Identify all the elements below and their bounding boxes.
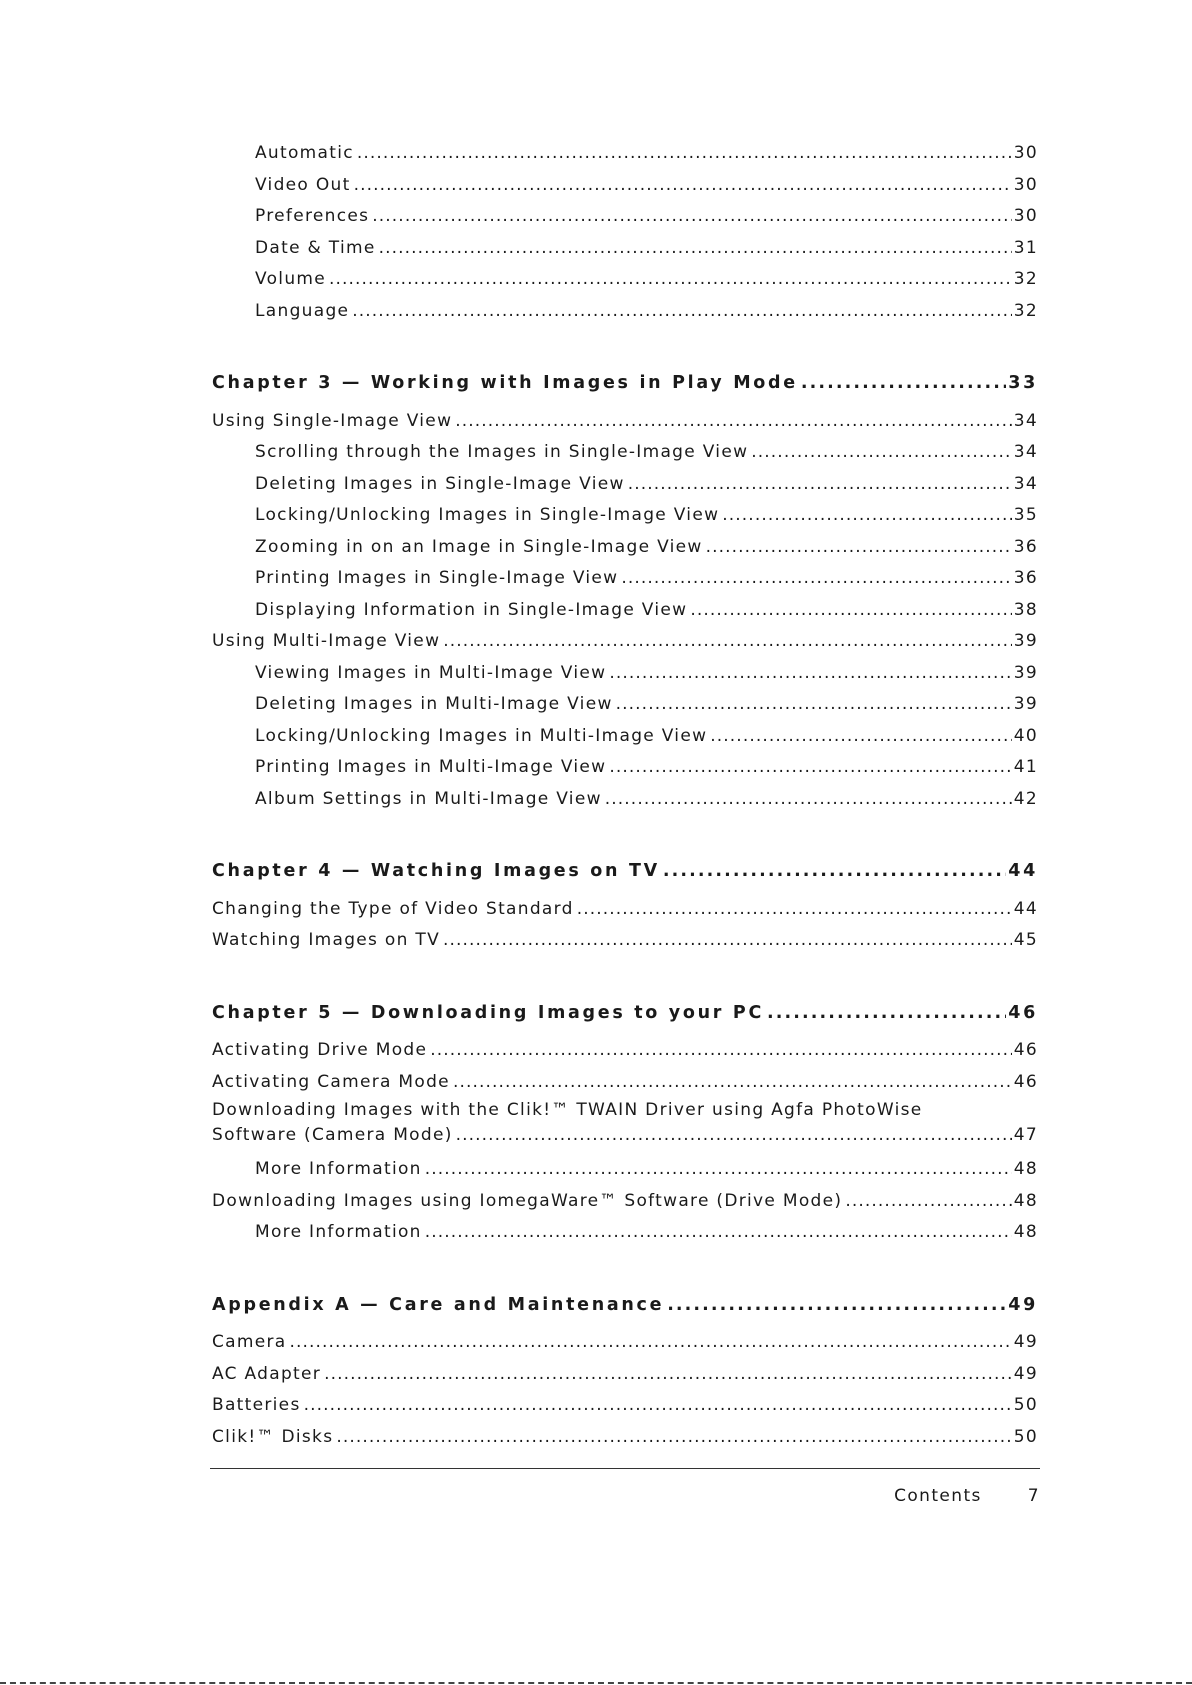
- toc-entry-title: Preferences: [255, 206, 370, 226]
- toc-leader-dots: [430, 1035, 1012, 1067]
- toc-entry-title: Chapter 3 — Working with Images in Play Mode: [212, 373, 798, 393]
- toc-entry-title: Video Out: [255, 174, 351, 195]
- toc-leader-dots: [443, 925, 1012, 957]
- toc-page-number: 38: [1013, 599, 1038, 620]
- toc-leader-dots: [663, 856, 1006, 888]
- toc-entry-title: Software (Camera Mode): [212, 1125, 453, 1145]
- toc-leader-dots: [455, 406, 1011, 438]
- toc-page-number: 30: [1013, 206, 1038, 226]
- toc-entry-title: Locking/Unlocking Images in Single-Image View: [255, 505, 720, 525]
- toc-page-number: 46: [1013, 1040, 1038, 1060]
- toc-entry: [212, 296, 1038, 328]
- footer-page-number: 7: [1027, 1486, 1040, 1506]
- toc-entry-title: Chapter 5 — Downloading Images to your PC: [212, 1002, 764, 1023]
- toc-entry: [212, 233, 1038, 265]
- toc-page-number: 36: [1013, 536, 1038, 557]
- toc-entry: [212, 1123, 1038, 1147]
- toc-page-number: 35: [1013, 505, 1038, 525]
- toc-leader-dots: [616, 689, 1012, 721]
- toc-leader-dots: [605, 784, 1012, 816]
- toc-entry: [212, 1217, 1038, 1249]
- toc-entry: [212, 721, 1038, 753]
- toc-entry: [212, 689, 1038, 721]
- toc-leader-dots: [801, 368, 1006, 400]
- toc-leader-dots: [609, 752, 1011, 784]
- toc-leader-dots: [425, 1217, 1012, 1249]
- toc-entry-title: Watching Images on TV: [212, 930, 441, 950]
- toc-leader-dots: [456, 1123, 1012, 1147]
- toc-leader-dots: [690, 595, 1011, 627]
- toc-entry: [212, 406, 1038, 438]
- toc-entry-title: Date & Time: [255, 237, 376, 258]
- toc-page-number: 36: [1013, 568, 1038, 588]
- toc-leader-dots: [357, 138, 1012, 170]
- toc-entry-title: AC Adapter: [212, 1363, 322, 1384]
- toc-page-number: 41: [1013, 757, 1038, 777]
- toc-leader-dots: [324, 1359, 1012, 1391]
- toc-entry-title: Displaying Information in Single-Image View: [255, 599, 688, 620]
- toc-entry-title: Deleting Images in Single-Image View: [255, 473, 625, 494]
- toc-chapter-heading: [212, 1290, 1038, 1322]
- toc-entry-title: Printing Images in Multi-Image View: [255, 757, 607, 777]
- toc-page-number: 30: [1013, 174, 1038, 195]
- toc-page-number: 44: [1008, 861, 1038, 881]
- toc-entry: [212, 1390, 1038, 1422]
- toc-entry: [212, 469, 1038, 501]
- toc-leader-dots: [621, 563, 1011, 595]
- toc-entry-title: Changing the Type of Video Standard: [212, 898, 574, 919]
- table-of-contents: [212, 138, 1038, 1453]
- toc-entry: [212, 500, 1038, 532]
- toc-entry-title: Activating Drive Mode: [212, 1040, 428, 1060]
- toc-entry-title: Zooming in on an Image in Single-Image View: [255, 536, 703, 557]
- toc-page-number: 44: [1013, 898, 1038, 919]
- toc-leader-dots: [706, 532, 1012, 564]
- toc-entry-title: Printing Images in Single-Image View: [255, 568, 619, 588]
- toc-entry-title: Chapter 4 — Watching Images on TV: [212, 861, 660, 881]
- toc-entry: [212, 784, 1038, 816]
- toc-entry: [212, 1035, 1038, 1067]
- toc-entry: [212, 170, 1038, 202]
- toc-page-number: 30: [1013, 143, 1038, 163]
- toc-page-number: 46: [1013, 1071, 1038, 1092]
- toc-page-number: 46: [1008, 1002, 1038, 1023]
- toc-leader-dots: [336, 1422, 1011, 1454]
- toc-entry: [212, 1422, 1038, 1454]
- toc-entry: [212, 1359, 1038, 1391]
- toc-page-number: 48: [1013, 1190, 1038, 1211]
- toc-leader-dots: [329, 264, 1012, 296]
- toc-page-number: 50: [1013, 1426, 1038, 1447]
- toc-entry: [212, 894, 1038, 926]
- toc-entry: [212, 752, 1038, 784]
- toc-entry-title: Album Settings in Multi-Image View: [255, 788, 602, 809]
- toc-entry-title: Deleting Images in Multi-Image View: [255, 694, 613, 714]
- toc-leader-dots: [722, 500, 1011, 532]
- toc-page-number: 33: [1008, 373, 1038, 393]
- toc-page-number: 32: [1013, 300, 1038, 321]
- toc-entry: [212, 138, 1038, 170]
- toc-leader-dots: [710, 721, 1011, 753]
- toc-entry-title: Viewing Images in Multi-Image View: [255, 662, 607, 683]
- toc-leader-dots: [767, 998, 1006, 1030]
- toc-page-number: 39: [1013, 694, 1038, 714]
- toc-leader-dots: [379, 233, 1012, 265]
- toc-leader-dots: [290, 1327, 1012, 1359]
- toc-entry-title: More Information: [255, 1159, 422, 1179]
- toc-leader-dots: [354, 170, 1012, 202]
- toc-entry: [212, 201, 1038, 233]
- toc-leader-dots: [443, 626, 1011, 658]
- toc-entry-title: Batteries: [212, 1395, 301, 1415]
- toc-leader-dots: [352, 296, 1011, 328]
- toc-chapter-heading: [212, 368, 1038, 400]
- footer-label: Contents: [894, 1486, 982, 1506]
- toc-page-number: 49: [1013, 1363, 1038, 1384]
- toc-entry: [212, 1067, 1038, 1099]
- toc-entry: [212, 437, 1038, 469]
- toc-page-number: 34: [1013, 442, 1038, 462]
- toc-entry-title: Activating Camera Mode: [212, 1071, 450, 1092]
- toc-page-number: 34: [1013, 410, 1038, 431]
- toc-leader-dots: [304, 1390, 1012, 1422]
- page-footer: [894, 1486, 1040, 1506]
- toc-entry: [212, 563, 1038, 595]
- toc-entry: [212, 532, 1038, 564]
- toc-entry-wrapped: [212, 1098, 1038, 1147]
- toc-entry-title: Scrolling through the Images in Single-Image View: [255, 442, 749, 462]
- toc-leader-dots: [667, 1290, 1006, 1322]
- toc-page-number: 49: [1008, 1294, 1038, 1315]
- toc-leader-dots: [372, 201, 1011, 233]
- toc-entry-title: More Information: [255, 1222, 422, 1242]
- toc-page-number: 50: [1013, 1395, 1038, 1415]
- toc-entry-title: Downloading Images with the Clik!™ TWAIN Driver using Agfa PhotoWise: [212, 1100, 923, 1120]
- toc-page-number: 45: [1013, 930, 1038, 950]
- toc-entry: [212, 925, 1038, 957]
- toc-page-number: 32: [1013, 269, 1038, 289]
- toc-leader-dots: [425, 1154, 1012, 1186]
- toc-page-number: 31: [1013, 237, 1038, 258]
- toc-page-number: 47: [1013, 1125, 1038, 1145]
- toc-page-number: 42: [1013, 788, 1038, 809]
- toc-leader-dots: [577, 894, 1012, 926]
- toc-chapter-heading: [212, 856, 1038, 888]
- toc-entry-title: Clik!™ Disks: [212, 1426, 334, 1447]
- toc-leader-dots: [453, 1067, 1012, 1099]
- toc-entry-title: Language: [255, 300, 350, 321]
- toc-entry-title: Volume: [255, 269, 327, 289]
- toc-leader-dots: [609, 658, 1011, 690]
- toc-chapter-heading: [212, 998, 1038, 1030]
- toc-entry: [212, 1186, 1038, 1218]
- toc-page-number: 48: [1013, 1159, 1038, 1179]
- toc-leader-dots: [845, 1186, 1011, 1218]
- toc-entry-title: Using Multi-Image View: [212, 631, 441, 651]
- toc-entry-title: Using Single-Image View: [212, 410, 453, 431]
- toc-entry-title: Automatic: [255, 143, 354, 163]
- toc-page-number: 39: [1013, 631, 1038, 651]
- toc-entry-title: Appendix A — Care and Maintenance: [212, 1294, 665, 1315]
- toc-entry: [212, 1154, 1038, 1186]
- toc-page-number: 49: [1013, 1332, 1038, 1352]
- toc-entry: [212, 1327, 1038, 1359]
- toc-entry: [212, 626, 1038, 658]
- toc-entry-title: Downloading Images using IomegaWare™ Software (Drive Mode): [212, 1190, 843, 1211]
- toc-entry: [212, 595, 1038, 627]
- toc-page-number: 34: [1013, 473, 1038, 494]
- toc-entry: [212, 264, 1038, 296]
- toc-leader-dots: [628, 469, 1012, 501]
- page-edge-rule: [0, 1682, 1192, 1684]
- footer-rule: [210, 1468, 1040, 1469]
- toc-entry: [212, 658, 1038, 690]
- toc-page-number: 39: [1013, 662, 1038, 683]
- toc-entry-title: Locking/Unlocking Images in Multi-Image View: [255, 725, 708, 746]
- toc-entry-title: Camera: [212, 1332, 287, 1352]
- toc-page-number: 48: [1013, 1222, 1038, 1242]
- toc-page-number: 40: [1013, 725, 1038, 746]
- toc-leader-dots: [751, 437, 1011, 469]
